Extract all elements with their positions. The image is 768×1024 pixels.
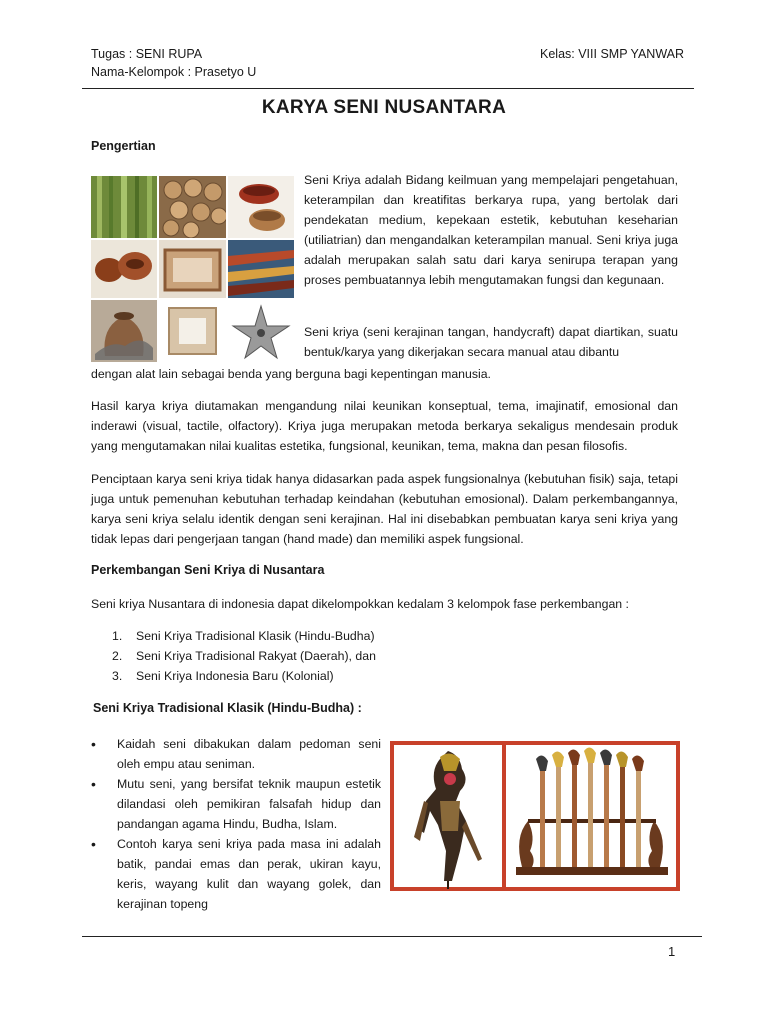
wayang-keris-image	[390, 741, 680, 891]
footer-rule	[82, 936, 702, 937]
list-item: 3. Seni Kriya Indonesia Baru (Kolonial)	[112, 669, 334, 683]
bowls-tile	[228, 176, 294, 238]
list-item: 2. Seni Kriya Tradisional Rakyat (Daerah), dan	[112, 649, 376, 663]
paragraph-phases-intro: Seni kriya Nusantara di indonesia dapat dikelompokkan kedalam 3 kelompok fase perkembangan :	[91, 597, 629, 611]
list-item: • Kaidah seni dibakukan dalam pedoman seni oleh empu atau seniman.	[91, 734, 381, 774]
craft-collage-image	[91, 176, 294, 362]
ikat-cloth-tile	[228, 240, 294, 298]
heading-perkembangan: Perkembangan Seni Kriya di Nusantara	[91, 563, 325, 577]
bamboo-tile	[91, 176, 157, 238]
heading-klasik: Seni Kriya Tradisional Klasik (Hindu-Budha) :	[93, 701, 362, 715]
heading-pengertian: Pengertian	[91, 139, 156, 153]
paragraph-creation: Penciptaan karya seni kriya tidak hanya didasarkan pada aspek fungsionalnya (kebutuhan fisik) saja, tetapi juga untuk pemenuhan kebutuhan terhadap keindahan (kebutuhan emosional). Dalam perkembangannya, karya seni kriya selalu identik dengan seni kerajinan. Hal ini disebabkan pembuatan karya seni kriya yang tidak lepas dari pengerjaan tangan (hand made) dan memiliki aspek fungsional.	[91, 472, 678, 546]
paragraph-values: Hasil karya kriya diutamakan mengandung nilai keunikan konseptual, tema, imajinatif, emosional dan inderawi (visual, tactile, olfactory). Kriya juga merupakan metoda berkarya sekaligus mendesain produk yang mengutamakan nilai kualitas estetika, fungsional, keunikan, tema, makna dan pesan filosofis.	[91, 399, 678, 453]
list-item: • Mutu seni, yang bersifat teknik maupun estetik dilandasi oleh pemikiran falsafah hidup dan pandangan agama Hindu, Budha, Islam.	[91, 774, 381, 834]
list-item: • Contoh karya seni kriya pada masa ini adalah batik, pandai emas dan perak, ukiran kayu, keris, wayang kulit dan wayang golek, dan kerajinan topeng	[91, 834, 381, 914]
phase-list	[112, 626, 376, 686]
list-item: 1. Seni Kriya Tradisional Klasik (Hindu-Budha)	[112, 629, 375, 643]
paragraph-definition: Seni Kriya adalah Bidang keilmuan yang mempelajari pengetahuan, keterampilan dan kreatifitas berkarya rupa, yang bertolak dari pendekatan medium, kepekaan estetik, kebutuhan keseharian (utiliatrian) dan mengandalkan keterampilan manual. Seni kriya juga adalah merupakan salah satu dari karya senirupa terapan yang proses pembuatannya lebih mengutamakan fungsi dan kegunaan.	[304, 173, 678, 287]
klasik-bullet-list	[91, 734, 381, 914]
tray-tile	[159, 240, 226, 298]
header-kelas: Kelas: VIII SMP YANWAR	[540, 47, 685, 61]
header-kelompok: Nama-Kelompok : Prasetyo U	[91, 65, 257, 79]
logs-tile	[159, 176, 227, 238]
header-rule	[82, 88, 694, 89]
silver-star-tile	[228, 300, 294, 362]
shell-frame-tile	[159, 300, 226, 362]
header-tugas: Tugas : SENI RUPA	[91, 47, 203, 61]
page-number: 1	[668, 944, 676, 959]
coconut-tile	[91, 240, 157, 298]
paragraph-handycraft-cont: dengan alat lain sebagai benda yang berguna bagi kepentingan manusia.	[91, 367, 491, 381]
paragraph-handycraft: Seni kriya (seni kerajinan tangan, handycraft) dapat diartikan, suatu bentuk/karya yang dikerjakan secara manual atau dibantu	[304, 325, 678, 359]
page-title: KARYA SENI NUSANTARA	[261, 97, 507, 118]
